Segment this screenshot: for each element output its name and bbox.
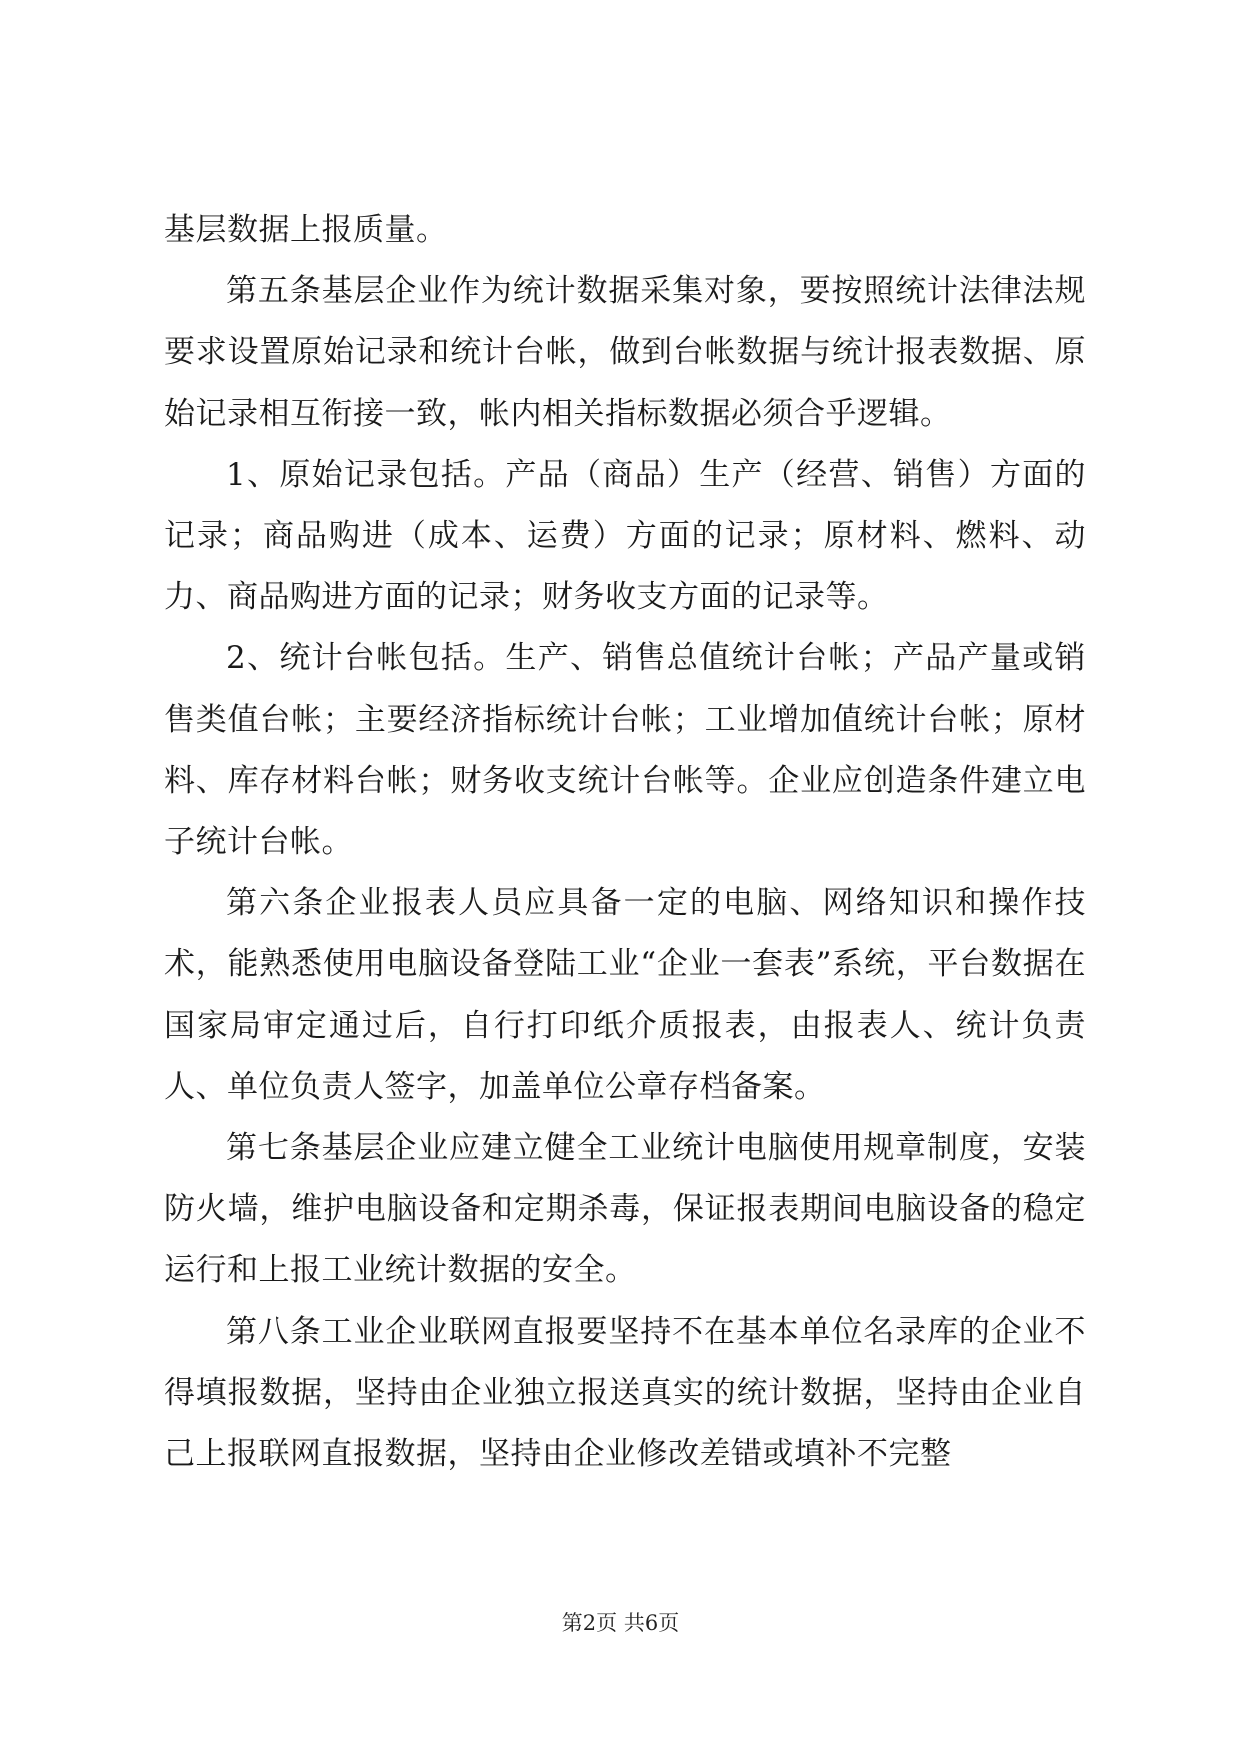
paragraph-article-7: 第七条基层企业应建立健全工业统计电脑使用规章制度，安装防火墙，维护电脑设备和定期杀毒，保证报表期间电脑设备的稳定运行和上报工业统计数据的安全。 (164, 1130, 1086, 1289)
paragraph-article-8: 第八条工业企业联网直报要坚持不在基本单位名录库的企业不得填报数据，坚持由企业独立报送真实的统计数据，坚持由企业自己上报联网直报数据，坚持由企业修改差错或填补不完整 (164, 1313, 1086, 1473)
paragraph-article-6: 第六条企业报表人员应具备一定的电脑、网络知识和操作技术，能熟悉使用电脑设备登陆工业“企业一套表”系统，平台数据在国家局审定通过后，自行打印纸介质报表，由报表人、统计负责人、单位负责人签字，加盖单位公章存档备案。 (164, 885, 1086, 1105)
document-body (164, 200, 1086, 1485)
paragraph-article-5: 第五条基层企业作为统计数据采集对象，要按照统计法律法规要求设置原始记录和统计台帐，做到台帐数据与统计报表数据、原始记录相互衔接一致，帐内相关指标数据必须合乎逻辑。 (164, 273, 1086, 432)
page-number-footer: 第2页 共6页 (561, 1611, 680, 1635)
paragraph-1: 基层数据上报质量。 (164, 212, 448, 248)
paragraph-original-records: 1、原始记录包括。产品（商品）生产（经营、销售）方面的记录；商品购进（成本、运费）方面的记录；原材料、燃料、动力、商品购进方面的记录；财务收支方面的记录等。 (164, 456, 1086, 616)
paragraph-statistical-ledgers: 2、统计台帐包括。生产、销售总值统计台帐；产品产量或销售类值台帐；主要经济指标统计台帐；工业增加值统计台帐；原材料、库存材料台帐；财务收支统计台帐等。企业应创造条件建立电子统计台帐。 (164, 640, 1086, 861)
